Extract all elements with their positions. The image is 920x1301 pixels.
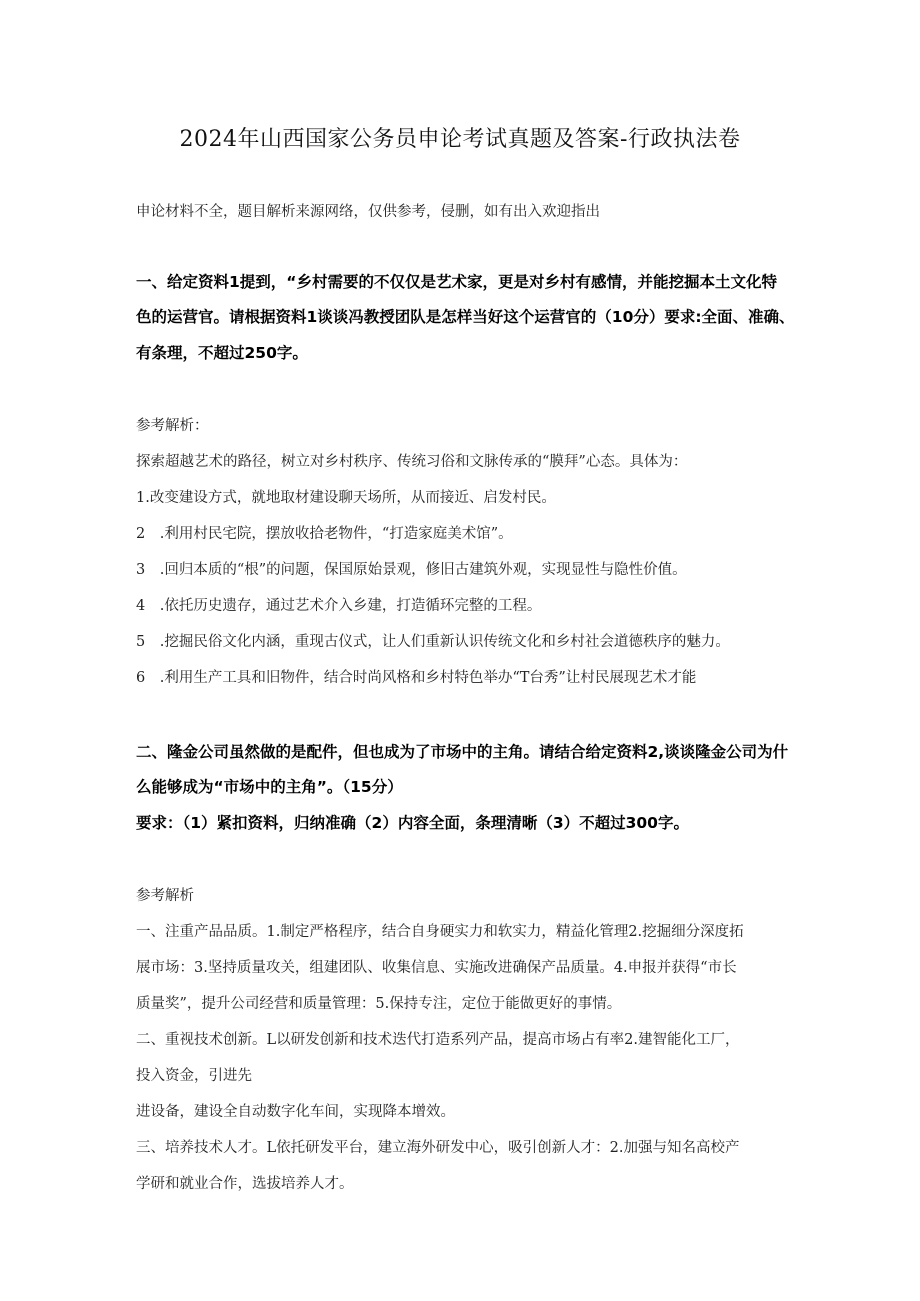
analysis-line: 探索超越艺术的路径，树立对乡村秩序、传统习俗和文脉传承的“膜拜”心态。具体为： bbox=[136, 454, 688, 470]
analysis-line: 二、重视技术创新。L以研发创新和技术迭代打造系列产品，提高市场占有率2.建智能化工厂， bbox=[136, 1032, 740, 1048]
question-2-line: 么能够成为“市场中的主角”。（15分） bbox=[136, 778, 403, 796]
question-2-line: 二、隆金公司虽然做的是配件，但也成为了市场中的主角。请结合给定资料2,谈谈隆金公司为什 bbox=[136, 743, 789, 761]
analysis-line: 投入资金，引进先 bbox=[136, 1068, 252, 1084]
analysis-line: 1.改变建设方式，就地取材建设聊天场所，从而接近、启发村民。 bbox=[136, 490, 556, 506]
question-1-line: 有条理，不超过250字。 bbox=[136, 344, 308, 362]
analysis-label: 参考解析： bbox=[136, 418, 209, 434]
notice-text: 申论材料不全，题目解析来源网络，仅供参考，侵删，如有出入欢迎指出 bbox=[136, 204, 600, 220]
analysis-line: 4 .依托历史遗存，通过艺术介入乡建，打造循环完整的工程。 bbox=[136, 598, 542, 614]
question-2-line: 要求：（1）紧扣资料，归纳准确（2）内容全面，条理清晰（3）不超过300字。 bbox=[136, 814, 689, 832]
question-1-line: 色的运营官。请根据资料1谈谈冯教授团队是怎样当好这个运营官的（10分）要求:全面、准确、 bbox=[136, 308, 795, 326]
question-1-line: 一、给定资料1提到，“乡村需要的不仅仅是艺术家，更是对乡村有感情，并能挖掘本土文化特 bbox=[136, 273, 777, 291]
analysis-line: 展市场：3.坚持质量攻关，组建团队、收集信息、实施改进确保产品质量。4.申报并获得“市长 bbox=[136, 960, 737, 976]
analysis-line: 进设备，建设全自动数字化车间，实现降本增效。 bbox=[136, 1104, 455, 1120]
analysis-label: 参考解析 bbox=[136, 888, 194, 904]
analysis-line: 3 .回归本质的“根”的问题，保国原始景观，修旧古建筑外观，实现显性与隐性价值。 bbox=[136, 562, 687, 578]
document-title: 2024年山西国家公务员申论考试真题及答案-行政执法卷 bbox=[179, 127, 741, 152]
analysis-line: 2 .利用村民宅院，摆放收拾老物件，“打造家庭美术馆”。 bbox=[136, 526, 513, 542]
analysis-line: 6 .利用生产工具和旧物件，结合时尚风格和乡村特色举办“T台秀”让村民展现艺术才能 bbox=[136, 670, 697, 686]
analysis-line: 一、注重产品品质。1.制定严格程序，结合自身硬实力和软实力，精益化管理2.挖掘细分深度拓 bbox=[136, 924, 744, 940]
analysis-line: 5 .挖掘民俗文化内涵，重现古仪式，让人们重新认识传统文化和乡村社会道德秩序的魅力。 bbox=[136, 634, 730, 650]
analysis-line: 质量奖”，提升公司经营和质量管理：5.保持专注，定位于能做更好的事情。 bbox=[136, 996, 622, 1012]
analysis-line: 学研和就业合作，选拔培养人才。 bbox=[136, 1176, 354, 1192]
analysis-line: 三、培养技术人才。L依托研发平台，建立海外研发中心，吸引创新人才：2.加强与知名高校产 bbox=[136, 1140, 740, 1156]
